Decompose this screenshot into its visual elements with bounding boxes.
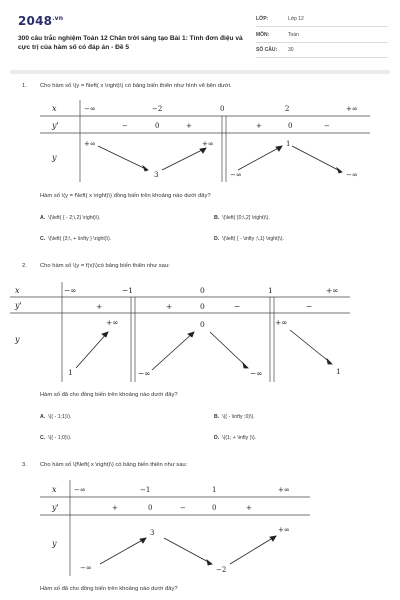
x-value: −1 [122,286,134,295]
sign: + [246,504,252,512]
document-title: 300 câu trắc nghiệm Toán 12 Chân trời sáng tạo Bài 1: Tính đơn điệu và cực trị của hàm số có đáp án - Đề 5 [18,35,243,51]
sign: 0 [212,504,217,512]
arrow-head [143,166,148,171]
count-label: SỐ CÂU: [256,47,278,53]
increasing-arrow [230,536,276,564]
question-text: Cho hàm số \(y = f(x)\)có bảng biến thiên như sau: [40,263,170,269]
answer-option-d[interactable] [214,435,256,441]
meta-divider [256,42,388,43]
option-text: \(( - 1;0)\). [48,435,72,441]
class-label: LỚP: [256,16,269,22]
x-value: +∞ [278,486,290,494]
y-value: 1 [336,367,341,376]
option-text: \(( - \infty ;0)\). [222,414,255,420]
option-key: A. [40,215,46,221]
logo-text: 2048 [18,14,53,28]
x-value: +∞ [326,286,339,295]
option-key: D. [214,435,220,441]
y-value: +∞ [202,140,214,148]
option-key: C. [40,236,46,242]
subject-label: MÔN: [256,32,270,38]
increasing-arrow [152,332,194,370]
y-value: −∞ [230,171,242,179]
answer-option-c[interactable] [40,435,71,441]
x-value: 0 [220,105,225,113]
option-text: \((1; + \infty )\). [222,435,257,441]
subject-value: Toán [288,32,299,38]
row-label-x: x [52,485,57,494]
decreasing-arrow [292,146,342,172]
increasing-arrow [238,146,282,170]
x-value: 0 [200,286,205,295]
x-value: +∞ [346,105,358,113]
sign: + [166,302,173,311]
option-key: A. [40,414,46,420]
class-value: Lớp 12 [288,16,304,22]
answer-option-c[interactable] [40,236,111,242]
sign: + [186,122,192,130]
answer-option-b[interactable] [214,414,255,420]
arrow-head [140,538,146,543]
row-label-y: y [15,335,20,344]
y-value: 3 [150,529,155,537]
answer-option-b[interactable] [214,215,270,221]
option-text: \(\left( { - 2;\,2} \right)\). [48,215,101,221]
arrow-head [270,536,276,541]
y-value: −2 [216,566,227,574]
sign: 0 [148,504,153,512]
header-divider [10,70,390,74]
meta-divider [256,26,388,27]
decreasing-arrow [210,332,248,368]
count-value: 30 [288,47,294,53]
arrow-head [327,359,332,364]
option-key: B. [214,414,220,420]
arrow-head [276,146,282,151]
decreasing-arrow [164,538,212,564]
y-value: −∞ [250,369,263,378]
sign: + [256,122,262,130]
x-value: 1 [268,286,273,295]
y-value: +∞ [106,318,119,327]
arrow-head [207,560,212,565]
sign: + [96,302,103,311]
variation-table-2 [10,282,350,382]
row-label-y-prime: y' [52,503,59,512]
option-key: C. [40,435,46,441]
y-value: +∞ [275,318,288,327]
y-value: −∞ [80,564,92,572]
arrow-head [243,363,248,368]
question-prompt: Hàm số \(y = f\left( x \right)\) đồng biến trên khoảng nào dưới đây? [40,193,211,199]
y-value: 3 [154,171,159,179]
option-key: B. [214,215,220,221]
y-value: +∞ [84,140,96,148]
x-value: −∞ [84,105,96,113]
y-value: 1 [286,140,291,148]
decreasing-arrow [98,146,148,170]
option-text: \(( - 1;1)\). [48,414,72,420]
row-label-y-prime: y' [15,301,22,310]
arrow-head [337,168,342,173]
question-prompt: Hàm số đã cho đồng biến trên khoảng nào dưới đây? [40,392,178,398]
option-text: \(\left( {0;\,2} \right)\). [222,215,270,221]
x-value: −∞ [74,486,86,494]
variation-table-1 [40,100,370,182]
y-value: −∞ [346,171,358,179]
x-value: −1 [140,486,151,494]
question-text: Cho hàm số \(y = f\left( x \right)\) có bảng biến thiên như hình vẽ bên dưới. [40,83,232,89]
sign: − [180,504,186,512]
arrow-head [102,332,108,337]
increasing-arrow [162,148,206,170]
logo-suffix: .vn [52,15,64,22]
sign: − [234,302,241,311]
arrow-head [200,148,206,153]
y-value: −∞ [138,369,151,378]
question-number: 1. [22,83,27,89]
x-value: 1 [212,486,217,494]
y-value: 0 [200,320,205,329]
x-value: −∞ [64,286,77,295]
sign: 0 [200,302,205,311]
answer-option-d[interactable] [214,236,284,242]
row-label-y: y [52,153,57,162]
question-prompt: Hàm số đã cho đồng biến trên khoảng nào dưới đây? [40,586,178,592]
row-label-x: x [52,104,57,113]
decreasing-arrow [290,330,332,364]
option-key: D. [214,236,220,242]
option-text: \(\left( {3;\, + \infty } \right)\). [48,236,112,242]
sign: + [112,504,118,512]
x-value: −2 [152,105,163,113]
sign: − [306,302,313,311]
variation-table-3 [40,480,310,576]
sign: − [324,122,330,130]
y-value: 1 [68,368,73,377]
option-text: \(\left( { - \infty ;\,1} \right)\). [222,236,284,242]
increasing-arrow [76,332,108,368]
x-value: 2 [285,105,290,113]
y-value: +∞ [278,526,290,534]
row-label-x: x [15,286,20,295]
sign: 0 [288,122,293,130]
increasing-arrow [100,538,146,564]
question-text: Cho hàm số \(f\left( x \right)\) có bảng biến thiên như sau: [40,462,188,468]
sign: 0 [155,122,160,130]
sign: − [122,122,128,130]
answer-option-a[interactable] [40,414,71,420]
answer-option-a[interactable] [40,215,100,221]
site-logo[interactable] [18,14,63,28]
meta-divider [256,57,388,58]
row-label-y: y [52,539,57,548]
row-label-y-prime: y' [52,121,59,130]
question-number: 2. [22,263,27,269]
question-number: 3. [22,462,27,468]
